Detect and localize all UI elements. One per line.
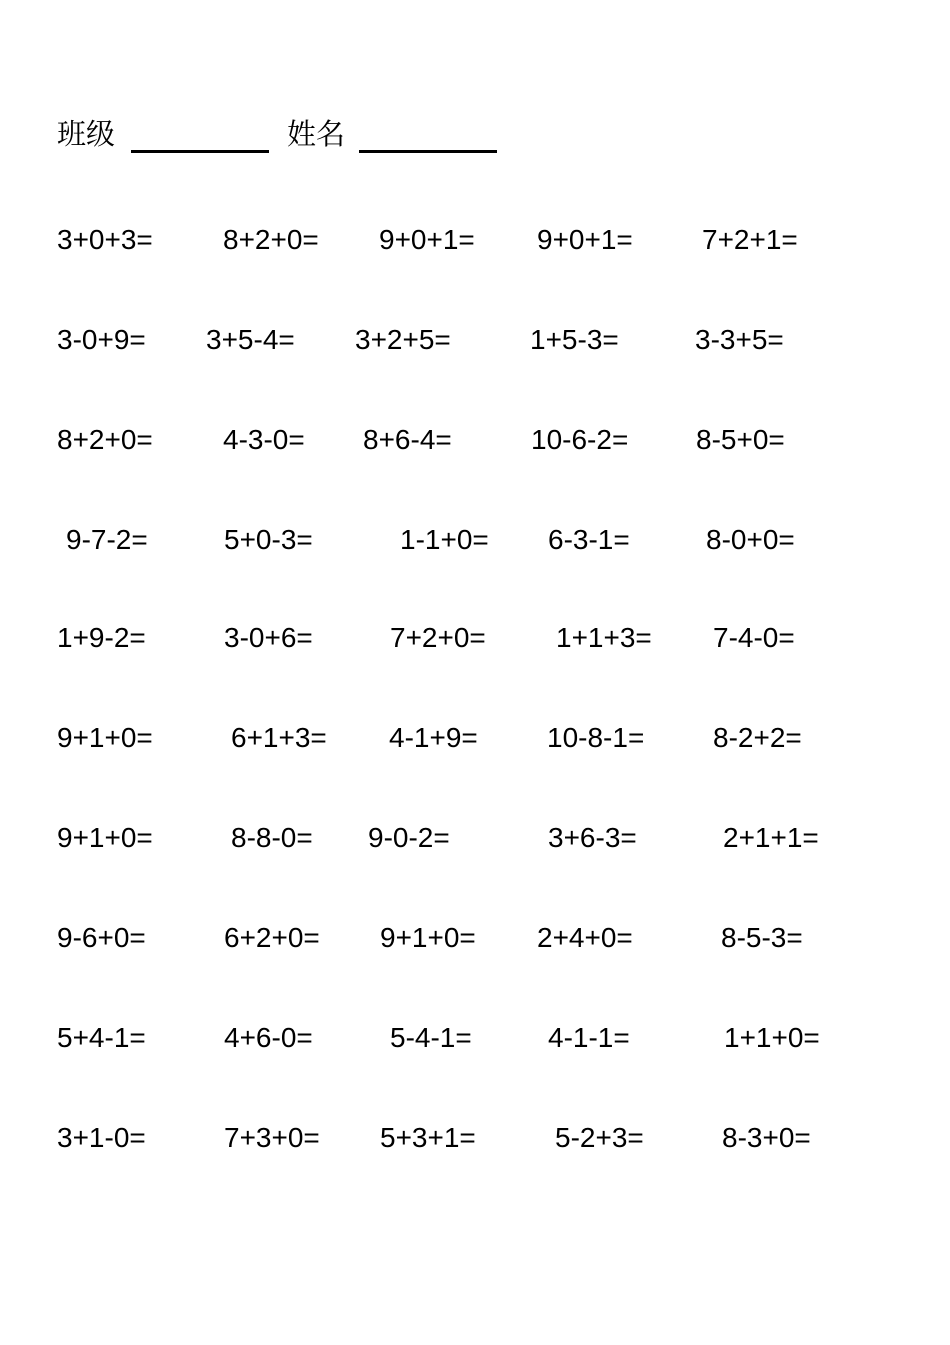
math-problem: 5+0-3= <box>224 524 313 555</box>
math-problem: 3-3+5= <box>695 324 784 355</box>
math-problem: 7+2+1= <box>702 224 798 255</box>
math-problem: 3+6-3= <box>548 822 637 853</box>
math-problem: 3-0+6= <box>224 622 313 653</box>
math-problem: 8-5-3= <box>721 922 803 953</box>
math-problem: 9+1+0= <box>380 922 476 953</box>
math-problem: 3+5-4= <box>206 324 295 355</box>
math-problem: 9+0+1= <box>537 224 633 255</box>
math-problem: 3+2+5= <box>355 324 451 355</box>
math-problem: 2+4+0= <box>537 922 633 953</box>
math-problem: 7+2+0= <box>390 622 486 653</box>
math-problem: 9+1+0= <box>57 822 153 853</box>
math-problem: 2+1+1= <box>723 822 819 853</box>
math-problem: 1+9-2= <box>57 622 146 653</box>
name-blank-line <box>359 150 497 153</box>
math-problem: 1-1+0= <box>400 524 489 555</box>
math-problem: 9-7-2= <box>66 524 148 555</box>
math-problem: 4-1+9= <box>389 722 478 753</box>
math-problem: 9-0-2= <box>368 822 450 853</box>
math-problem: 8-2+2= <box>713 722 802 753</box>
class-blank-line <box>131 150 269 153</box>
math-problem: 8-3+0= <box>722 1122 811 1153</box>
math-problem: 4-1-1= <box>548 1022 630 1053</box>
math-problem: 9+1+0= <box>57 722 153 753</box>
math-problem: 7+3+0= <box>224 1122 320 1153</box>
math-problem: 4+6-0= <box>224 1022 313 1053</box>
math-problem: 5-2+3= <box>555 1122 644 1153</box>
math-problem: 8-8-0= <box>231 822 313 853</box>
math-problem: 1+1+0= <box>724 1022 820 1053</box>
math-problem: 10-6-2= <box>531 424 629 455</box>
math-problem: 5-4-1= <box>390 1022 472 1053</box>
math-problem: 8+2+0= <box>57 424 153 455</box>
math-problem: 5+4-1= <box>57 1022 146 1053</box>
math-problem: 9+0+1= <box>379 224 475 255</box>
math-problem: 1+1+3= <box>556 622 652 653</box>
class-label: 班级 <box>57 117 116 151</box>
math-problem: 3+1-0= <box>57 1122 146 1153</box>
math-problem: 7-4-0= <box>713 622 795 653</box>
math-problem: 9-6+0= <box>57 922 146 953</box>
math-problem: 1+5-3= <box>530 324 619 355</box>
math-problem: 8-0+0= <box>706 524 795 555</box>
math-problem: 6-3-1= <box>548 524 630 555</box>
math-problem: 6+1+3= <box>231 722 327 753</box>
name-label: 姓名 <box>287 117 346 151</box>
math-problem: 4-3-0= <box>223 424 305 455</box>
math-problem: 8-5+0= <box>696 424 785 455</box>
math-problem: 3-0+9= <box>57 324 146 355</box>
math-problem: 3+0+3= <box>57 224 153 255</box>
worksheet-header <box>57 112 557 156</box>
math-problem: 8+2+0= <box>223 224 319 255</box>
math-problem: 6+2+0= <box>224 922 320 953</box>
math-problem: 8+6-4= <box>363 424 452 455</box>
math-problem: 10-8-1= <box>547 722 645 753</box>
math-problem: 5+3+1= <box>380 1122 476 1153</box>
